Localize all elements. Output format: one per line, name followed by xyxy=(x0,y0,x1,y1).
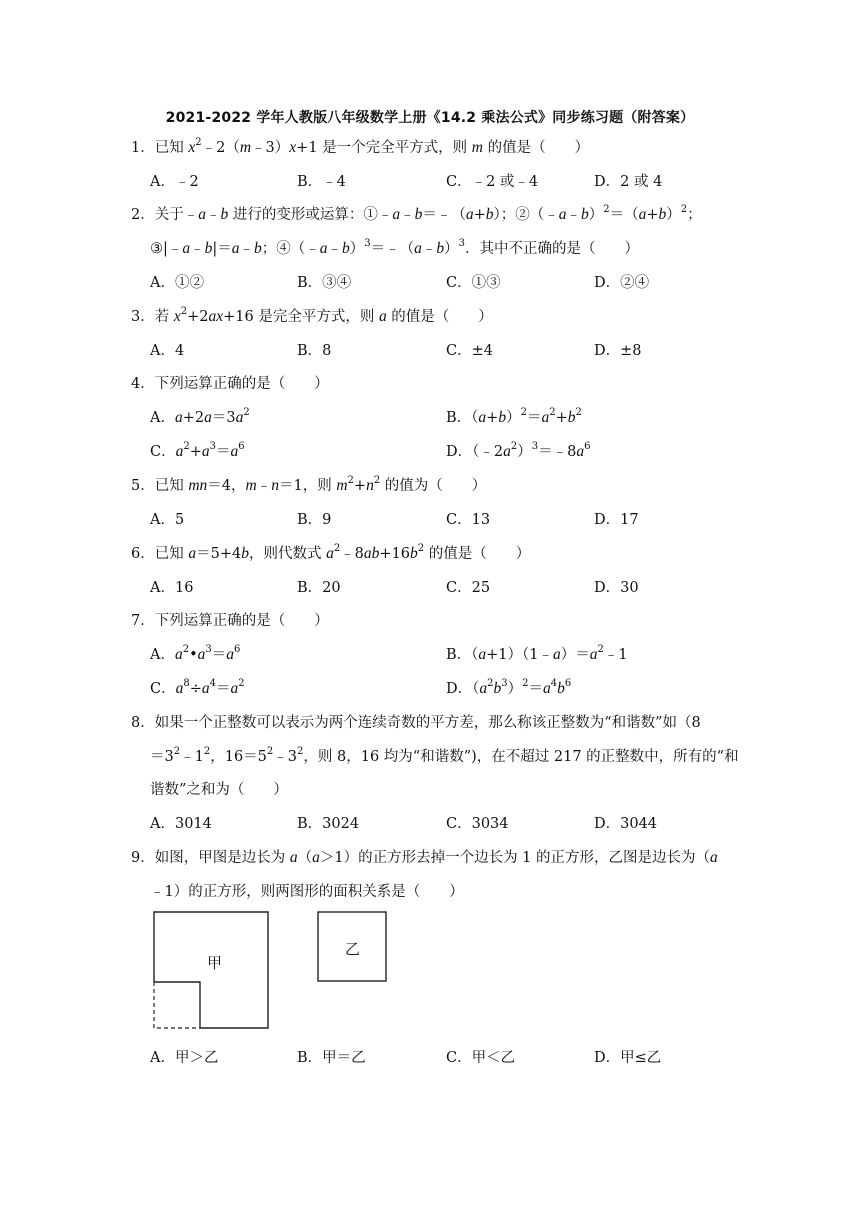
q5-option-c: C．13 xyxy=(446,512,491,528)
q3-option-c: C．±4 xyxy=(446,343,493,359)
q9-option-a: A．甲＞乙 xyxy=(150,1050,219,1066)
q7-option-d: D．$(a^2b^3)^2=a^4b^6$ xyxy=(446,678,572,697)
question-3: 3．若 $x^2+2ax+16$ 是完全平方式，则 a 的值是（ ） xyxy=(131,306,493,325)
question-8-line-2: $=3^2﹣1^2$，$16=5^2﹣3^2$，则 8，16 均为“和谐数”)，在不超过 217 的正整数中，所有的“和 xyxy=(150,746,739,765)
question-4: 4．下列运算正确的是（ ） xyxy=(131,376,329,392)
q8-option-b: B．3024 xyxy=(297,816,360,832)
question-9-line-2: ﹣1）的正方形，则两图形的面积关系是（ ） xyxy=(150,884,464,900)
question-8-line-3: 谐数”之和为（ ） xyxy=(150,782,288,798)
figure-squares xyxy=(150,908,390,1034)
q1-option-a: A．﹣2 xyxy=(150,174,199,190)
question-1: 1．已知 $x^2﹣2(m﹣3)x+1$ 是一个完全平方式，则 m 的值是（ ） xyxy=(131,137,590,156)
q4-option-c: C．$a^2+a^3=a^6$ xyxy=(150,441,245,460)
q6-option-b: B．20 xyxy=(297,580,341,596)
q6-option-d: D．30 xyxy=(594,580,639,596)
yi-label: 乙 xyxy=(345,940,361,958)
q4-option-a: A．$a+2a=3a^2$ xyxy=(150,407,250,426)
q9-option-c: C．甲＜乙 xyxy=(446,1050,516,1066)
page-title: 2021-2022 学年人教版八年级数学上册《14.2 乘法公式》同步练习题（附答案） xyxy=(165,110,695,126)
q5-option-d: D．17 xyxy=(594,512,639,528)
q8-option-d: D．3044 xyxy=(594,816,658,832)
q8-option-a: A．3014 xyxy=(150,816,212,832)
q3-option-a: A．4 xyxy=(150,343,185,359)
q3-option-d: D．±8 xyxy=(594,343,642,359)
question-7: 7．下列运算正确的是（ ） xyxy=(131,613,329,629)
q4-option-d: D．$(﹣2a^2)^3=﹣8a^6$ xyxy=(446,441,591,460)
question-2-line-1: 2．关于﹣a﹣b 进行的变形或运算：①﹣a﹣b＝﹣（a+b）；$②(﹣a﹣b)^2=(a+b)^2$； xyxy=(131,204,702,223)
q6-option-c: C．25 xyxy=(446,580,491,596)
q3-option-b: B．8 xyxy=(297,343,332,359)
jia-label: 甲 xyxy=(207,954,223,972)
q4-option-b: B．$(a+b)^2=a^2+b^2$ xyxy=(446,407,582,426)
q2-option-a: A．①② xyxy=(150,275,204,291)
q9-option-d: D．甲≤乙 xyxy=(594,1050,662,1066)
q1-option-b: B．﹣4 xyxy=(297,174,346,190)
q9-option-b: B．甲＝乙 xyxy=(297,1050,366,1066)
question-9-line-1: 9．如图，甲图是边长为 a（a＞1）的正方形去掉一个边长为 1 的正方形，乙图是边长为（a xyxy=(131,849,718,866)
q2-option-b: B．③④ xyxy=(297,275,352,291)
q2-option-d: D．②④ xyxy=(594,275,650,291)
question-6: 6．已知 a＝5+4b，则代数式 $a^2﹣8ab+16b^2$ 的值是（ ） xyxy=(131,543,531,562)
question-2-line-2: ③|﹣a﹣b|＝a﹣b；④（﹣a﹣b）$^3$＝﹣（a﹣b）$^3$．其中不正确的是（ ） xyxy=(150,238,640,257)
q8-option-c: C．3034 xyxy=(446,816,509,832)
q1-option-c: C．﹣2 或﹣4 xyxy=(446,174,539,190)
q1-option-d: D．2 或 4 xyxy=(594,174,663,190)
q2-option-c: C．①③ xyxy=(446,275,501,291)
q7-option-a: A．$a^2•a^3=a^6$ xyxy=(150,644,241,663)
removed-square-dashed xyxy=(154,982,200,1028)
question-8-line-1: 8．如果一个正整数可以表示为两个连续奇数的平方差，那么称该正整数为“和谐数”如（8 xyxy=(131,715,701,731)
q5-option-b: B．9 xyxy=(297,512,332,528)
q5-option-a: A．5 xyxy=(150,512,185,528)
q7-option-c: C．$a^8\div a^4=a^2$ xyxy=(150,678,245,697)
question-5: 5．已知 mn＝4，m﹣n＝1，则 $m^2+n^2$ 的值为（ ） xyxy=(131,475,487,494)
q7-option-b: B．$(a+1)(1﹣a)=a^2﹣1$ xyxy=(446,644,628,663)
q6-option-a: A．16 xyxy=(150,580,194,596)
